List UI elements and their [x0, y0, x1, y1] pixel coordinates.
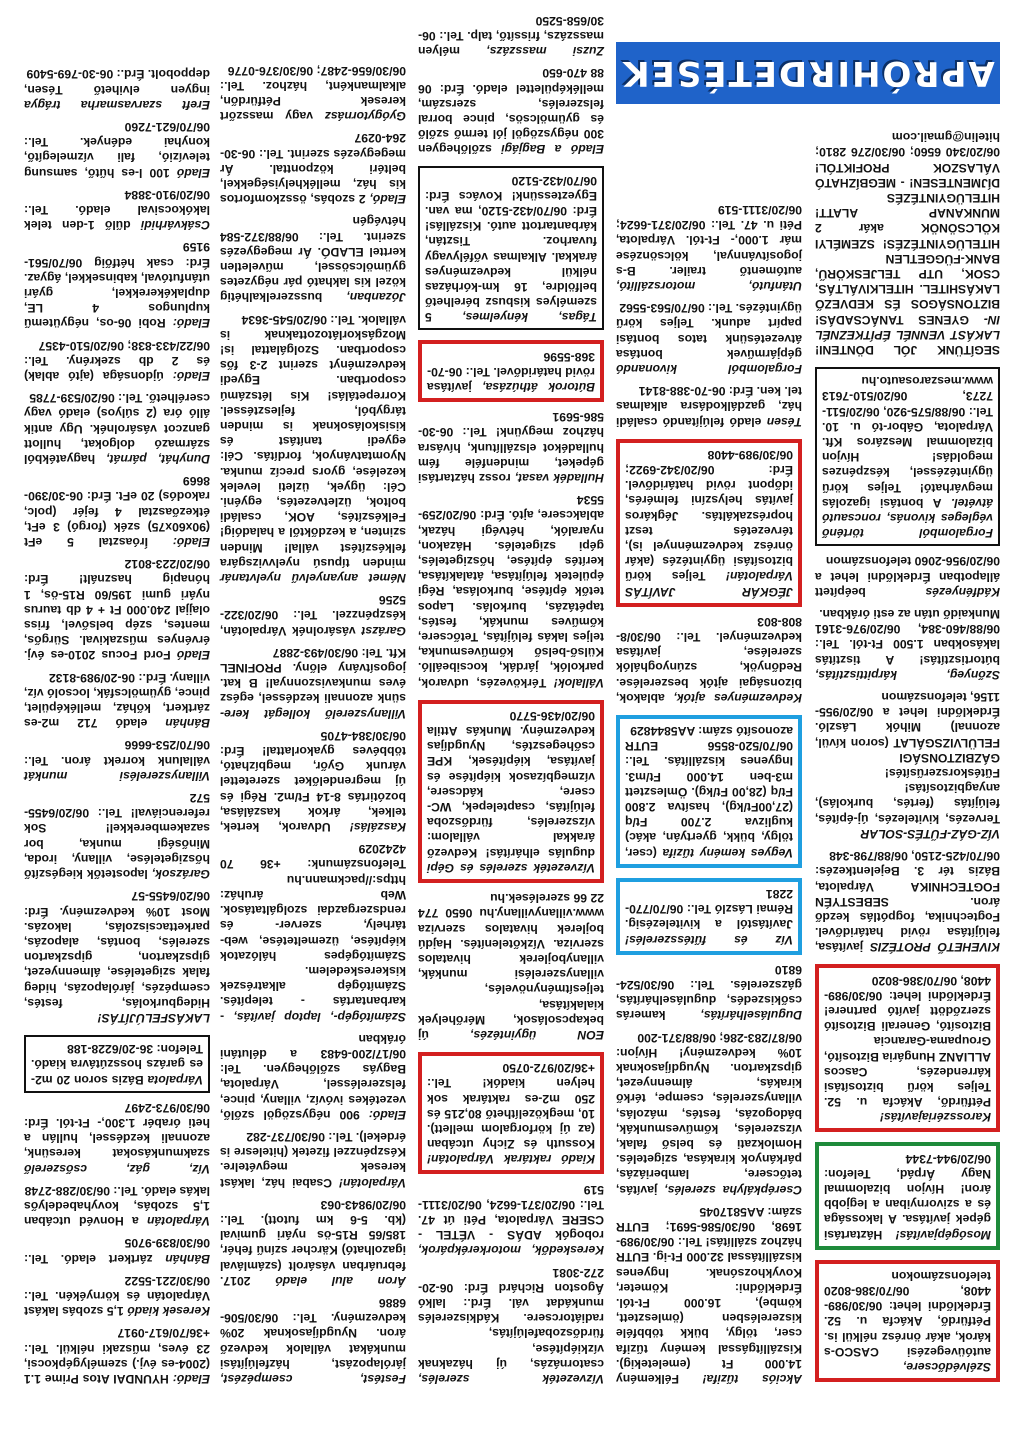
column-3 — [417, 13, 604, 1386]
ad-text: 2017. februárban vásárolt (számlával igazolható) Kärcher színű fehér, 185/65 R15-ös nyári gumival (kb. 5-6 km futott). Tel.: 06/20/9843-063 — [220, 1197, 406, 1288]
ad-text: minden típusú nyelvvizsgára felkészítést vállal! Minden szinten, a kezdőktől a haladóig! Felkészítés, AOK, családi boltok, üzletvezetés, egyéni. Cél: ügyek, üzleti levelek kezelése, gyors precíz munka. Nyomtatványok, fordítás. Cél: egyedi tanítást és kisiskolásoknak is minden tárgyból, fejlesztéssel. Korrepetálás! Kis létszámú csoportban. Egyedi kedvezményt szerint 2-3 fős csoportban. Szolgálattal is! Mozgáskorlátozottaknak is vállalok. Tel.: 06/20/545-3634 — [220, 312, 406, 570]
ad-text: busszerelkalhétig közel kis lakható pár négyzetes gyümölcsössel, műveletlen kerttel ELADÓ. Ár megegyezés szerint. Tel.: 06/88/372-584 hétvégén — [220, 214, 406, 305]
classified-ad — [815, 129, 1000, 357]
classified-ad — [24, 239, 210, 330]
ad-text: Tervezés, kivitelezés, új-építés, felújítás (fertés, burkolás), anyagbiztosítás! Fűtéskorszerűsítés! GÁZBIZTONSÁGI FELÜLVIZSGÁLAT (soron kívül, azonnal) Mihók László. Érdeklődni lehet a 06/20/955-1156, telefonszámon — [815, 690, 1000, 826]
classified-ad — [220, 213, 406, 304]
classified-ad — [220, 1295, 406, 1386]
ad-heading: Cserépkályha szerelés, — [664, 1182, 802, 1197]
ad-heading: Zuzsi masszázs, — [486, 44, 604, 59]
ad-heading: Vízvezeték szerelés, — [418, 1372, 604, 1386]
classified-ad — [24, 790, 210, 881]
ad-heading: LAKÁSFELÚJÍTÁS! — [97, 1010, 210, 1025]
ad-heading: Eladó — [176, 648, 210, 663]
classified-ad — [24, 556, 210, 662]
ad-heading: Eladó: — [172, 1372, 210, 1386]
classified-ad — [220, 130, 406, 206]
ad-heading: Garázst — [361, 623, 406, 638]
ad-heading: Gyógytornász — [324, 109, 406, 124]
ad-text: (cser, tölgy, bükk, gyertyán, akác) kuglizva 2.700 Ft/q (27,00Ft/kg), hasítva 2.800 Ft/q (28,00 Ft/kg). Ömlesztett m3-ben 14.000 Ft/m3. Ingyenes kiszállítás. Tel.: 06/70/520-8556 EUTR azonosító szám: AA5844829 — [625, 724, 793, 860]
classified-ad — [616, 202, 802, 293]
classified-ad — [616, 962, 802, 1023]
classified-ad — [616, 1204, 802, 1386]
ad-heading: Mosógépjavítás! — [895, 1227, 991, 1242]
classified-ad — [418, 1052, 604, 1174]
ad-text: hagyatékból származó dolgokat, hullott ganzcot vásárolnék. Ugy antik álló óra (2 súlyos) eladó vagy cserélhető. Tel.: 06/20/539-7785 — [24, 391, 210, 467]
ad-heading: Tésen — [766, 414, 802, 429]
banner-title: APRÓHIRDETÉSEK — [621, 53, 995, 93]
ad-heading: Szélvédőcsere, — [902, 1360, 991, 1374]
ad-heading: Kedvezményes ajtók, — [673, 690, 802, 705]
ad-heading: Kereskedők, motorkerékpárok, — [418, 1243, 604, 1258]
classified-ad — [418, 890, 604, 1042]
ad-text: lapostetők kiegészítő hőszigetelése, villany, iroda, Minőségi munka, bor sazakemberekkel! Sok referenciával! Tel.: 06/20/6455-572 — [24, 791, 210, 882]
ad-heading: Garázsok, — [151, 867, 210, 882]
classified-ad — [220, 592, 406, 638]
ad-text: bútortisztítás! A tisztítás lakásokban 1.500 Ft-tól. Tel.: 06/88/460-384, 06/20/976-3161 Munkaidő után az esti órákban. — [815, 607, 1000, 667]
classified-ad — [24, 1100, 210, 1176]
ad-text: beépített állapotban Érdeklődni lehet a 06/20/956-2060 telefonszámon — [815, 554, 1000, 599]
column-2 — [616, 36, 802, 1386]
ad-heading: Forgalomból történő végleges kivonás, roncsautó átvétel. — [822, 495, 993, 541]
ad-text: vásárolnék Várpalotán, készpénzzel. Tel.: 06/20/322-5256 — [220, 593, 406, 638]
classified-ad — [616, 439, 802, 607]
ad-heading: EON ügyintézés, — [470, 1027, 604, 1042]
ad-heading: Eladó, — [369, 192, 406, 207]
ad-text: új bekapcsolások, Mérőhelyek kialakítása, teljesítménynövelés, villanyszerelési munkák, villanybojlerek hivatalos szerviza. Vízkőtelenítés. Hajdú bojlerek hivatalos szerviza www.villanyvillany.hu 0650 774 22 66 szerelések.hu — [417, 891, 604, 1042]
ad-heading: Tágas, kényelmes, — [462, 310, 597, 325]
ad-heading: Víz, gáz, csőszerelő — [24, 1161, 210, 1176]
classified-ad — [418, 492, 604, 690]
classified-ad — [24, 1273, 210, 1319]
ad-text: járólapozást, házfelújítási munkákat vállalok kedvező áron. Nyugdíjasoknak 20% kedvezmény. Tel.: 06/30/506-6886 — [220, 1295, 406, 1371]
ad-heading: Vegyes kemény tűzifa — [662, 845, 793, 860]
classified-ad — [815, 606, 1000, 682]
classified-ad — [418, 340, 604, 402]
ad-heading: Ereft szarvasmarha trágya — [24, 97, 210, 112]
classified-ad — [616, 715, 802, 868]
ad-text: a Honvéd utcában 1,5 szobás, kovyhabedelyős lakás eladó. Tel.: 06/30/288-2748 — [24, 1183, 210, 1229]
ad-text: autómentő trailer. B-s jogosítvánnyal, kölcsönzése már 1.000,- Ft-tól. Várpalota, Péti u. 47. Tel.: 06/20/371-6624; 06/20/3111-519 — [616, 202, 802, 278]
ad-heading: Karosszériajavítás! — [879, 1110, 991, 1125]
classified-ad — [24, 473, 210, 549]
classified-ad — [815, 553, 1000, 599]
ad-text: rossz háztartási gépeket, mindenféle fém hulladékot elszállítunk, hívásra házhoz megyünk! Tel.: 06-30-586-5691 — [418, 410, 604, 486]
ad-heading: KIVEHETŐ PROTÉZIS — [869, 940, 1000, 955]
classified-ad — [24, 187, 210, 233]
ad-heading: Vállalok! — [553, 675, 604, 690]
ad-heading: Eladó: — [172, 369, 210, 384]
ad-heading: Dunyhát, párnát, — [106, 452, 210, 467]
classified-ad — [418, 700, 604, 883]
ad-heading: Eladó: — [172, 316, 210, 331]
column-1 — [815, 36, 1000, 1386]
classified-ad — [418, 166, 604, 330]
ad-text: Teljes körű biztosítási ügyintézés (akár önrész kedvezménnyel is), térvezetés teszt hoprészakáltás. Jégkáros javítás helyszíni felmérés, időpont rövid határidővel. Érd: 06/20/342-6922; 06/30/989-4408 — [625, 447, 793, 584]
classified-ad — [24, 390, 210, 466]
ad-text: Robi 06-os, négyütemű kuplungos 4 LE, duplakékerekkel, gyári utánfutóval, kabinsekkel, ágyaz. Érd: csak hétfőig 06/70/561-9159 — [24, 240, 210, 331]
ad-heading: Számítógép-, laptop javítás, — [233, 1009, 406, 1024]
classified-ad — [418, 1264, 604, 1386]
classified-ad — [418, 409, 604, 485]
ad-heading: Vízvezeték szerelés és Gépi — [427, 860, 595, 875]
ad-text: mélyen masszázs, frissítő, talp. Tel.: 06-30/658-5250 — [418, 13, 604, 59]
ad-text: 2 szobás, összkomfortos kis ház, mellékhelyiségekkel, beltéri központtal. Ár megegyezés szerint. Tel.: 06-30-264-0297 — [220, 131, 406, 207]
ad-heading: Bánhán — [165, 1251, 210, 1266]
ad-heading: Szőnyeg, kárpittisztítás, — [815, 667, 1000, 682]
ad-text: gépjárművek bontása átvezetésünk tatos bontási papírt adunk. Teljes körű ügyintézés. Tel.: 06/70/563-5562 — [616, 301, 802, 361]
classified-ad — [24, 119, 210, 180]
classified-ad — [616, 614, 802, 705]
column-5 — [24, 36, 210, 1386]
ad-text: Javítástól a kivitelezésig. Rémai László Tel.: 06/70/770-2281 — [625, 886, 793, 932]
classified-ad — [220, 841, 406, 1023]
classified-ad — [220, 1031, 406, 1122]
ad-heading: Keresek kiadó — [127, 1304, 210, 1319]
ad-text: sünk azonnali kezdéssel, egész éves munkaviszonnyal! B kat. jogosítvány előny. PROFINEL Kft. Tel: 06/30/493-2887 — [220, 645, 406, 706]
classified-ad — [24, 737, 210, 783]
ad-text: szőlőhegyen 300 négyszögöl jól termő szőlő és gyümölcsös, pince borral felszerelés, szerszám, melléképülettel eladó. Érd: 06 88 470-650 — [418, 66, 604, 157]
ad-text: Félkemény 14.000 Ft (emeletekig). Kiszállítgással kemény tűzifa cser, tölgy, bükk többféle kiszerelésben (ömlesztett, kömbe), 16.000 Ft-tól. Érdeklődni: Kömeter, Kovykhozsónak. Ingyenes kiszállítással 32.000 Ft-ig. EUTR házhoz szállítás! Tel.: 06/30/989-1698, 06/30/586-5691; EUTR szám: AA5817045 — [616, 1204, 802, 1386]
ad-heading: Eladó — [176, 165, 210, 180]
ad-text: 1,5 szobás lakást Várpalotán és környékén. Tel.: 06/30/221-5522 — [24, 1273, 210, 1319]
ad-heading: Festést, csempézést, — [220, 1372, 406, 1386]
classified-ad — [815, 1260, 1000, 1382]
ad-text: 900 négyszögöl szőlő, vezetékes ivóvíz, villany, pince, felszereléssel, Várpalota, Bagyás szőlőhegyen. Tel: 06/17/200-6483 a délutáni órákban — [220, 1031, 406, 1122]
classified-ad — [220, 728, 406, 834]
ad-heading: Várpalotán — [147, 1214, 210, 1229]
classified-ad — [418, 13, 604, 59]
classified-ad — [220, 311, 406, 585]
ad-heading: LAKÁST VENNÉL ÉPÍTKEZNÉL IN- — [815, 312, 1000, 342]
classified-ad — [616, 300, 802, 376]
ad-heading: Józanban, — [346, 290, 406, 305]
ad-heading: VÍZ-GÁZ-FŰTÉS-SOLAR — [860, 826, 1000, 841]
ad-heading: Kaszálás! — [349, 820, 406, 835]
ad-text: Háztartási gépek javítása. A lakossága és a szivornyiban a legjobb áron! Hívjon bizalommal Nagy Árpád, Telefon: 06/20/944-7344 — [824, 1151, 991, 1242]
ad-text: dugulás elhárítás! Kedvező árakkal vállalom: vízszerelés, fürdőszoba felújítás, csaptelepek, WC-csere, kádcsere, vízmegbízasok kiépítése és javítása, kiépítések, KPE csőhegesztés, Nyugdíjas kedvezmény. Munkás Attila 06/20/436-5770 — [427, 708, 595, 860]
classified-ad — [220, 62, 406, 123]
classified-ad — [24, 1183, 210, 1229]
ad-text: Udvarok, kertek, telkek, árkok kaszálása, bozótirtás 8-14 Ft/m2. Régi és új megrendelőket szeretettel várunk Győr, megbízható, többéves gyakorlattal! Érd: 06/30/384-4705 — [220, 728, 406, 835]
ad-heading: JÉGKÁR JAVÍTÁS Várpalotán! — [625, 569, 793, 599]
ad-text: Kossuth és Zichy utcában (az új körforgalom mellett). 10, megközelíthető 80,215 és 250 m2-es raktárak sok helyen kiadók! Tel.: +36/20/972-0750 — [427, 1061, 595, 1152]
ad-text: javítása, felújítása rövid határidővel. Fogtechnika, fogpótlás kezdő áron. SEBESTYÉN FOGTECHNIKA Várpalota, Bázis tér 3. Bejelentkezés: 06/70/425-2150, 06/88/798-348 — [815, 849, 1000, 955]
ad-text: vállalunk korrekt áron. Tel.: 06/70/253-6666 — [24, 738, 210, 768]
ad-heading: Víz és fűtésszerelés! — [625, 932, 793, 947]
ad-heading: Villanyszerelési munkát — [24, 768, 210, 783]
ad-text: 5 személyes kisbusz bérelhető belföldre, 16 km-kórházas nélkül kedvezményes árakkal. Alkalmas vőfélyvagy fuvarhoz. Tisztán, kárbantartott autó. Kiszállás! Érd: 06/70/432-5120, ma van. Egyeztessünk! Kovács Érd: 06/70/432-5120 — [424, 173, 597, 325]
ad-text: robogók ADÁS - VÉTEL - CSERE Várpalota, Péti út 47. Tel.: 06/20/371-6624, 06/20/3111-519 — [418, 1182, 604, 1243]
ad-text: Bázis soron 20 m2-es garázs hosszútávra kiadó. Telefon: 36-20/6228-188 — [31, 1042, 203, 1087]
ad-heading: Utánfutó, motorszállító, — [616, 279, 802, 293]
ad-text: ingyen elvihető Tésen, deppobolt. Érd.: 06-30-769-5409 — [24, 67, 210, 97]
classified-ad — [24, 669, 210, 730]
ad-heading: Forgalomból kivonandó — [616, 362, 802, 377]
ad-text: ablakok, bizonságai ajtók beszerelése. Redőnyök, szúnyoghálók szerelése, javítása kedvezményel. Tel.: 06/30/8-808-803 — [616, 614, 802, 705]
column-4 — [220, 36, 406, 1386]
ad-text: Íróasztal 5 eFt (90x60x75) szék (forgó) 3 eFt, étkezőasztal 4 fejér (polc, rakodós) 20 eFt. Érd: 06-30/390-8669 — [24, 474, 210, 550]
classified-ad — [220, 1197, 406, 1288]
classified-ad — [24, 337, 210, 383]
ad-heading: Eladó: — [368, 1107, 406, 1122]
section-banner — [616, 42, 1000, 104]
ad-text: A bontási igazolás megvárható! Teljes körű ügyintézéssel, készpénzes megoldás! Hívjon bizalommal Meszáros Kft. Várpalota, Gábor-tó u. 10. Tel.: 06/88/575-920, 06/20/511-7273, 06/20/510-7613 www.meszarosauto.hu — [822, 374, 993, 510]
ad-text: eladó 712 m2-es zártkert, kőház, melléképület, pince, gyümölcsfák, locsoló víz, villany. Érd.: 06-20/989-8132 — [24, 670, 210, 731]
ad-heading: Villanyszerelő kollegát kere- — [220, 706, 406, 721]
ad-text: autóüvegezési CASCO-s károk, akár önrész nélkül is. Pétfürdő, Akácfa u. 52. Érdeklődni lehet: 06/30/989-4408, 06/70/386-8020 telefonszámokon — [824, 1268, 991, 1359]
ad-text: dűlő 1-den telek lakókocsival eladó. Tel.: 06/20/910-3884 — [24, 187, 210, 233]
classified-ad — [815, 964, 1000, 1132]
classified-ad — [24, 1035, 210, 1093]
ad-text: újdonsága (ajtó ablak) és 2 db szekrény. Tel.: 06/22/433-838; 06/20/510-4357 — [24, 338, 210, 384]
ad-heading: Német anyanyelvű nyelvtanár — [220, 571, 406, 586]
classified-ad — [418, 65, 604, 156]
ad-heading: Bútorok áthúzása, — [482, 380, 595, 395]
ad-text: vagy masszőrt keresek Pétfürdőn, alkalmanként, házhoz. Tel.: 06/30/656-2487; 06/30/376-0776 — [220, 63, 406, 124]
ad-text: Pétfürdő, Akácfa u. 52. Teljes körű biztosítási kárrendezés, Cascos ALLIANZ Hungária Biztosító, Groupama-Garancia Biztosító, Generali Biztosító szerződött javító partnere! Érdeklődni lehet: 06/30/989-4408, 06/70/386-8020 — [824, 973, 991, 1110]
ad-heading: Duguláselhárítás, — [700, 1008, 802, 1023]
ad-heading: Bánhán — [165, 716, 210, 731]
ad-text: - karbantartás - telepítés. Számítógép alkatrészek kiskereskedelem. Számítógépes hálózatok kiépítése, üzemeltetése, web-tárhely, szerver- és rendszergazdai szolgáltatások. Web áruház: https://packmann.hu Telefonszámunk: +36 70 4242029 — [220, 842, 406, 1024]
ad-text: HYUNDAI Atos Prime 1.1 (2004-es évj.) személygépkocsi, 23 éves, műszaki nélkül. Tel.: +36/70/617-0917 — [24, 1326, 210, 1386]
ad-heading: Eladó: — [172, 535, 210, 550]
classified-ad — [418, 1181, 604, 1257]
ad-heading: Kádfényezés — [925, 584, 1000, 599]
ad-text: Térkövezés, udvarok, parkolók, járdák, kocsibeálló. Külső-belső kőművesmunka, teljes lakás felújítás, Tetőcsere, kőműves munkák, festés, tapétázás, burkolás. Lapos tetők építése, burkolása, Régi épületek felújítása, átalakítása, kerítés építése, hőszigetelés, gépi szigetelés. Házakon, nyaralók, hétvégi házak, ablakcsere, ajtó. Érd: 06/20/259-5534 — [418, 493, 604, 690]
classified-ad — [616, 383, 802, 429]
classified-ad — [220, 1129, 406, 1190]
ad-text: szakmunkásokat keresünk, azonnali kezdéssel, hullán a heti órabér 1.300,- Ft-tól. Érd: 06/30/973-2497 — [24, 1100, 210, 1161]
classified-ad — [616, 878, 802, 955]
ad-lead: SEGÍTÜNK JÓL DÖNTENI! — [815, 343, 1000, 358]
classified-ad — [616, 1029, 802, 1196]
ad-text: Csabai ház, lakást keresek megvételre. Készpénzzel fizetek (hitelesre is érdekel). Tel.: 06/30/737-282 — [220, 1129, 406, 1190]
ad-text: csatornázás, új házaknak vízkiépítése, fürdőszobafelújítás, radiátorcsere. Kádkiszerelés munkádat vál. Érd.: lalkó Ágoston Richárd Érd: 06-20-272-3081 — [418, 1265, 604, 1371]
ad-text: zártkert eladó. Tel.: 06/30/839-9705 — [24, 1236, 210, 1266]
ad-text: Ford Focus 2010-es évj. érvényes műszakival. Sürgős, mentes, szép belsővel, friss olajjal 240.000 Ft + 4 db taurus nyári gumi 195/60 R15-ös, 1 hónapig használt! Érd: 06/20/223-8012 — [24, 557, 210, 663]
ad-heading: Akciós tűzifa! — [702, 1372, 802, 1386]
classified-ad — [24, 66, 210, 112]
ad-text: 100 l-es hűtő, samsung televízió, fali vízmelegítő, konyhai edények. Tel.: 06/70/621-7260 — [24, 119, 210, 180]
ad-text: Hidegburkolás, festés, csempézés, járólapozás, hideg falak szigetelése, álmennyezet, gipszkarton, gipszkarton szerelés, bontás, alapozás, parkettacsiszolás, lakozás. Most 10% kedvezmény. Érd: 06/20/6455-57 — [24, 889, 210, 1010]
classified-ad — [24, 1325, 210, 1386]
ad-heading: Áron alul eladó — [275, 1273, 406, 1288]
ad-text: eladó felújítandó családi ház, gazdálkodásra alkalmas tel. ken. Érd: 06-70-388-8141 — [616, 384, 802, 429]
classified-ad — [815, 689, 1000, 841]
classified-ad — [24, 888, 210, 1025]
ad-heading: Kiadó raktárak Várpalotán! — [427, 1152, 595, 1167]
ad-text: GYENES TANÁCSADÁS! BIZTONSÁGOS ÉS KEDVEZŐ LAKÁSHITEL. HITELKIVÁLTÁS, CSOK, UTP TELJESKÖRŰ, BANK-FÜGGETLEN HITELÜGYINTÉZÉS! SZEMÉLYI KÖLCSÖNÖK akár 2 MUNKANAP ALATT! HITELÜGYINTÉZÉS DÍJMENTESEN! - MEGBÍZHATÓ VÁLASZOK PROFIKTÓL! 06/20/340 6560; 06/30/276 2810; hitelin@gmail.com — [815, 130, 1000, 327]
classified-ad — [24, 1235, 210, 1265]
ad-heading: Csákvárhidi — [140, 218, 210, 233]
ad-text: javítás, tetőcsere, lamberiázás, párkányok kirakása, szigetelés. Homlokzati és belső falak, vízszerelés, kőművesmunkák, bádogozás, festés, mázolás, villanyszerelés, csempe, térkő kirakás, álmennyezet, gipszkarton. Nyugdíjasoknak 10% kedvezmény! Hívjon: 06/87/283-286; 06/88/371-200 — [616, 1030, 802, 1197]
ad-heading: Eladó a Bagjági — [501, 142, 604, 157]
classified-ad — [815, 367, 1000, 546]
classified-ad — [815, 1142, 1000, 1249]
ad-heading: Várpalota — [147, 1072, 203, 1087]
ad-heading: Hulladék vasat, — [514, 471, 604, 486]
ad-heading: Várpalotán! — [338, 1175, 406, 1190]
classified-ad — [815, 848, 1000, 954]
ad-text: kamerás csőkiszedés, duguláselhárítás, gázszerelés. Tel.: 06/30/524-6810 — [616, 962, 802, 1023]
ad-text: javítása rövid határidővel. Tel.: 06-70-368-5596 — [427, 349, 595, 395]
classified-ad — [220, 645, 406, 721]
